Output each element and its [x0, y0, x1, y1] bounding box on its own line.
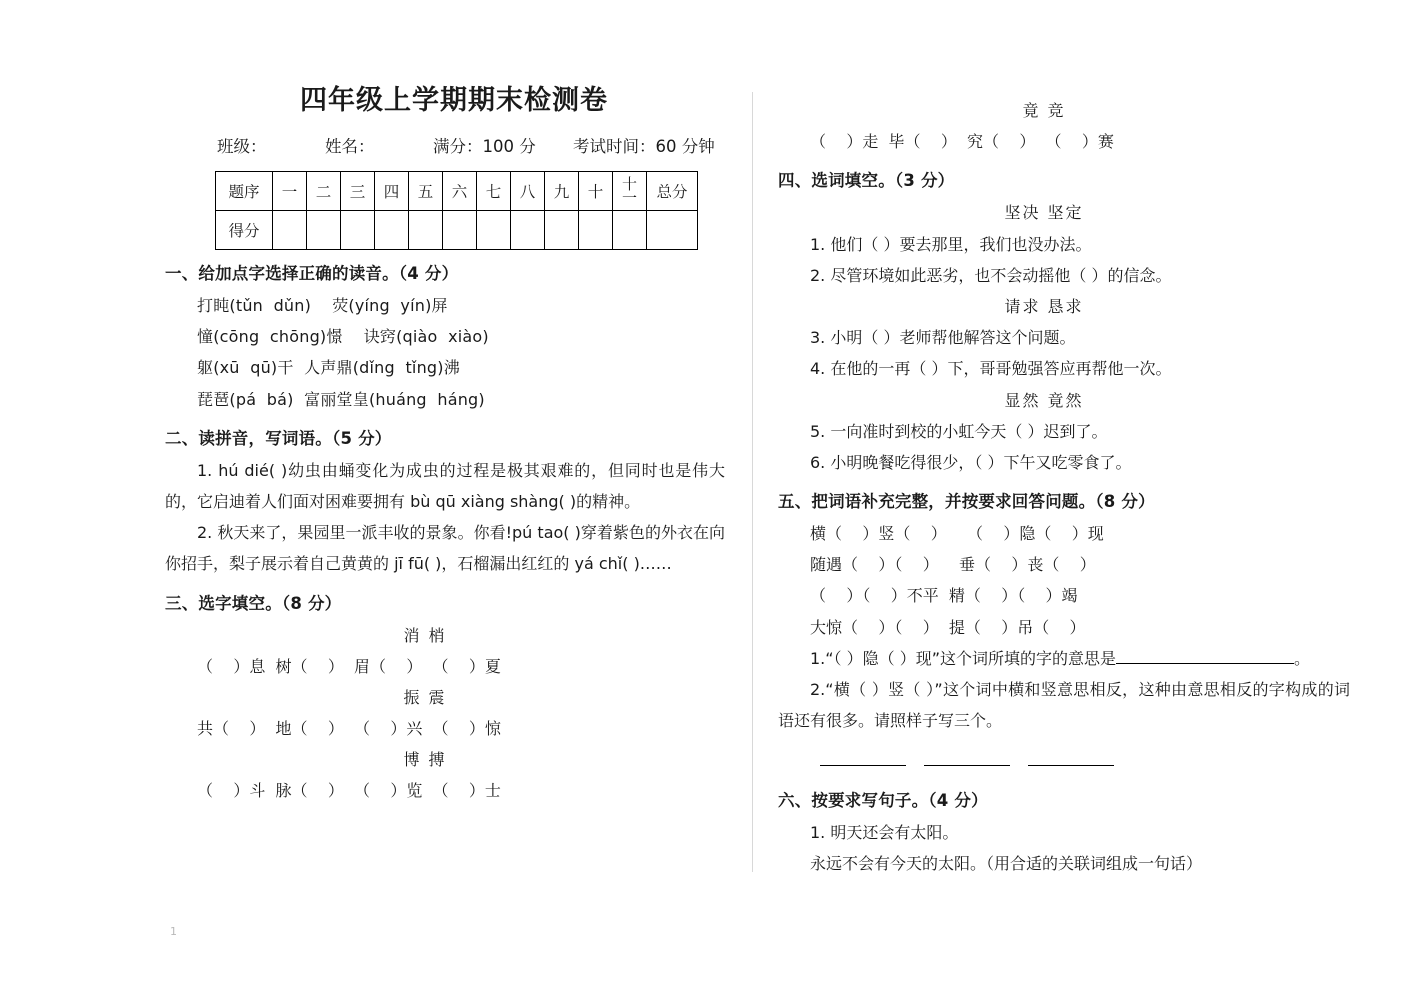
section-1-heading: 一、给加点字选择正确的读音。（4 分）: [165, 264, 459, 283]
column-divider: [752, 92, 753, 872]
class-label: 班级：: [217, 137, 267, 156]
section-1-item-1: 打盹(tǔn dǔn) 荧(yíng yín)屏: [197, 296, 448, 315]
table-row: [216, 172, 698, 211]
section-3-chars-1: 消 梢: [403, 625, 447, 645]
score-cell-10[interactable]: [579, 211, 613, 250]
section-6-heading: 六、按要求写句子。（4 分）: [778, 790, 988, 810]
section-4-heading: 四、选词填空。（3 分）: [778, 171, 955, 191]
section-5-answer-blanks: [778, 746, 1350, 776]
score-cell-6[interactable]: [443, 211, 477, 250]
score-col-9: 九: [545, 172, 579, 211]
score-row-label: 得分: [216, 211, 273, 250]
score-cell-11[interactable]: [613, 211, 647, 250]
section-2-heading: 二、读拼音，写词语。（5 分）: [165, 428, 392, 448]
name-label: 姓名：: [325, 137, 375, 156]
section-2-question-1: 1. hú dié( )幼虫由蛹变化为成虫的过程是极其艰难的，但同时也是伟大的，它启迪着人们面对困难要拥有 bù qū xiàng shàng( )的精神。: [165, 460, 725, 511]
section-6-question-1-line-2: 永远不会有今天的太阳。（用合适的关联词组成一句话）: [810, 853, 1203, 873]
section-4-question-3: 3. 小明（ ）老师帮他解答这个问题。: [810, 328, 1076, 348]
score-cell-4[interactable]: [375, 211, 409, 250]
score-col-5: 五: [409, 172, 443, 211]
score-cell-8[interactable]: [511, 211, 545, 250]
section-5-idiom-row-1: 横（ ）竖（ ） （ ）隐（ ）现: [810, 524, 1104, 544]
section-3-line-1: （ ）息 树（ ） 眉（ ） （ ）夏: [197, 656, 501, 676]
section-3-chars-4: 竟 竞: [1022, 101, 1066, 120]
score-cell-5[interactable]: [409, 211, 443, 250]
section-5-question-1-period: 。: [1294, 648, 1311, 668]
score-cell-9[interactable]: [545, 211, 579, 250]
section-3-chars-3: 博 搏: [403, 750, 447, 770]
section-2-question-2: 2. 秋天来了，果园里一派丰收的景象。你看!pú tao( )穿着紫色的外衣在向你招手，梨子展示着自己黄黄的 jī fū( )，石榴漏出红红的 yá chǐ( )……: [165, 523, 725, 574]
section-1-item-2: 憧(cōng chōng)憬 诀窍(qiào xiào): [197, 327, 489, 347]
score-col-11-top: 十: [621, 174, 637, 193]
table-row: [216, 211, 698, 250]
score-col-4: 四: [375, 172, 409, 211]
score-col-1: 一: [273, 172, 307, 211]
exam-time-label: 考试时间：60 分钟: [573, 137, 715, 156]
score-cell-1[interactable]: [273, 211, 307, 250]
section-4-question-4: 4. 在他的一再（ ）下，哥哥勉强答应再帮他一次。: [810, 359, 1172, 379]
section-4-word-pair-2: 请求 恳求: [1004, 296, 1084, 316]
exam-meta: [165, 133, 725, 157]
section-5-question-1-text: 1.“（ ）隐（ ）现”这个词所填的字的意思是: [810, 648, 1117, 668]
section-3-heading: 三、选字填空。（8 分）: [165, 593, 342, 613]
section-5-answer-blank[interactable]: [1116, 663, 1294, 664]
score-cell-2[interactable]: [307, 211, 341, 250]
section-3-line-3: （ ）斗 脉（ ） （ ）览 （ ）士: [197, 781, 501, 801]
section-4-question-2: 2. 尽管环境如此恶劣，也不会动摇他（ ）的信念。: [810, 265, 1172, 285]
full-score-label: 满分：100 分: [433, 137, 536, 156]
score-col-6: 六: [443, 172, 477, 211]
section-3-line-4: （ ）走 毕（ ） 究（ ） （ ）赛: [810, 132, 1114, 152]
page-number: 1: [170, 925, 177, 938]
section-6-question-1-line-1: 1. 明天还会有太阳。: [810, 822, 959, 842]
left-column: [165, 78, 725, 807]
section-5-idiom-row-2: 随遇（ ）（ ） 垂（ ）丧（ ）: [810, 555, 1096, 575]
score-total-label: 总分: [647, 172, 698, 211]
section-5-write-blank-3[interactable]: [1028, 765, 1114, 766]
section-3-line-2: 共（ ） 地（ ） （ ）兴 （ ）惊: [197, 719, 501, 739]
section-1-item-4: 琵琶(pá bá) 富丽堂皇(huáng háng): [197, 389, 485, 409]
section-5-idiom-row-3: （ ）（ ）不平 精（ ）（ ）竭: [810, 586, 1078, 606]
right-column: [778, 95, 1350, 879]
score-col-2: 二: [307, 172, 341, 211]
section-5-idiom-row-4: 大惊（ ）（ ） 提（ ）吊（ ）: [810, 617, 1086, 637]
score-table: [215, 171, 698, 250]
section-5-question-2: 2.“横（ ）竖（ ）”这个词中横和竖意思相反，这种由意思相反的字构成的词语还有很多。请照样子写三个。: [778, 680, 1350, 731]
score-table-row-label: 题序: [216, 172, 273, 211]
section-4-question-1: 1. 他们（ ）要去那里，我们也没办法。: [810, 234, 1092, 254]
section-4-word-pair-3: 显然 竟然: [1004, 390, 1084, 410]
section-5-question-1: [778, 643, 1350, 674]
score-col-11: [613, 172, 647, 211]
section-4-question-5: 5. 一向准时到校的小虹今天（ ）迟到了。: [810, 421, 1108, 441]
section-1-item-3: 躯(xū qū)干 人声鼎(dǐng tǐng)沸: [197, 358, 460, 378]
score-col-10: 十: [579, 172, 613, 211]
page-title: 四年级上学期期末检测卷: [300, 85, 608, 116]
score-cell-total[interactable]: [647, 211, 698, 250]
section-4-question-6: 6. 小明晚餐吃得很少，（ ）下午又吃零食了。: [810, 452, 1132, 472]
score-col-7: 七: [477, 172, 511, 211]
score-col-11-bottom: 一: [621, 189, 637, 207]
section-5-write-blank-2[interactable]: [924, 765, 1010, 766]
score-col-8: 八: [511, 172, 545, 211]
score-cell-3[interactable]: [341, 211, 375, 250]
section-5-heading: 五、把词语补充完整，并按要求回答问题。（8 分）: [778, 492, 1155, 512]
section-3-chars-2: 振 震: [403, 687, 447, 707]
score-col-3: 三: [341, 172, 375, 211]
score-cell-7[interactable]: [477, 211, 511, 250]
section-4-word-pair-1: 坚决 坚定: [1004, 203, 1084, 223]
section-5-write-blank-1[interactable]: [820, 765, 906, 766]
